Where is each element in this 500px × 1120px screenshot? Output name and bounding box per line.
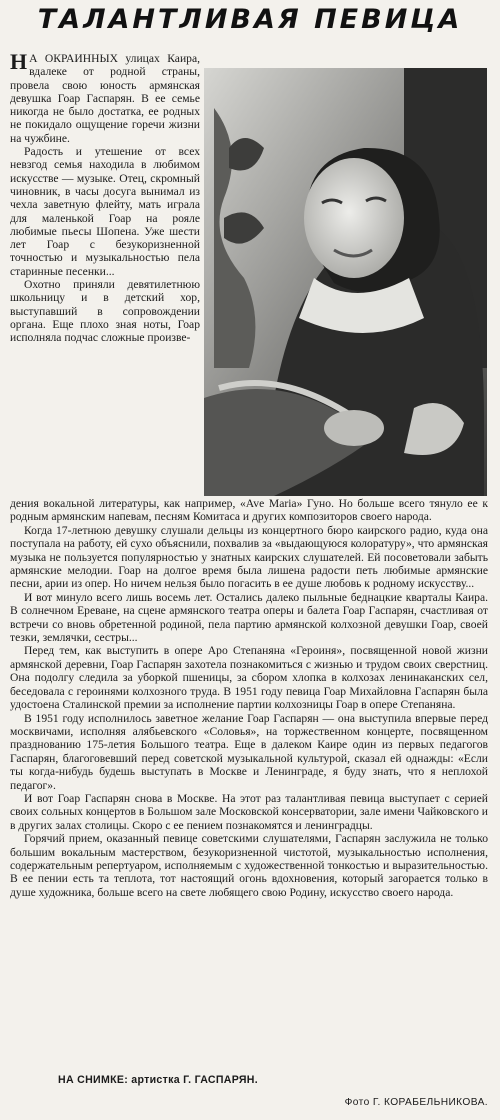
paragraph-2: Радость и утешение от всех невзгод семья находила в любимом искусстве — музыке. Отец, скромный чиновник, в часы досуга вынимал из чехла заветную флейту, мать играла для маленькой Гоар на рояле любимые пьесы Шопена. Уже шести лет Гоар с безукоризненной точностью и музыкальностью пела старинные песенки... (10, 145, 200, 278)
paragraph-7: В 1951 году исполнилось заветное желание Гоар Гаспарян — она выступила впервые перед москвичами, исполняя алябьевского «Соловья», на торжественном концерте, посвященном празднованию 175-летия Большого театра. Еще в далеком Каире один из первых педагогов Гаспарян, благоговевший перед советской музыкальной культурой, сказал ей однажды: «Если ты когда-нибудь будешь выступать в Москве и Ленинграде, я буду знать, что я неплохой педагог». (10, 711, 488, 792)
portrait-photo-drawing (204, 68, 487, 496)
full-width-text (10, 497, 488, 899)
paragraph-6: Перед тем, как выступить в опере Аро Степаняна «Героиня», посвященной новой жизни армянской деревни, Гоар Гаспарян захотела познакомиться с жизнью и трудом своих сверстниц. Она подолгу следила за уборкой пшеницы, за сбором хлопка в колхозах ленинаканских сел, беседовала с героинями колхозного труда. В 1951 году певица Гоар Михайловна Гаспарян была удостоена Сталинской премии за исполнение партии колхозницы Гоар в опере Степаняна. (10, 644, 488, 712)
headline: ТАЛАНТЛИВАЯ ПЕВИЦА (37, 4, 463, 35)
paragraph-3: Охотно приняли девятилетнюю школьницу и в детский хор, выступавший в сопровождении органа. Еще плохо зная ноты, Гоар исполняла подчас сложные произве- (10, 278, 200, 345)
left-column (10, 49, 200, 345)
paragraph-8: И вот Гоар Гаспарян снова в Москве. На этот раз талантливая певица выступает с серией своих сольных концертов в Большом зале Московской консерватории, зале имени Чайковского и в других залах столицы. Скоро с ее пением познакомятся и ленинградцы. (10, 791, 488, 832)
portrait-photo (204, 68, 487, 496)
photo-caption: НА СНИМКЕ: артистка Г. ГАСПАРЯН. (58, 1074, 258, 1086)
paragraph-4: Когда 17-летнюю девушку слушали дельцы из концертного бюро каирского радио, куда она поступала на работу, ей сухо объяснили, похвалив за «выдающуюся колоратуру», что армянская музыка не пользуется популярностью у знатных каирских слушателей. Ей посоветовали забыть армянские мелодии. Гоар на долгое время была лишена радости петь любимые армянские песни, арии из опер. Но ничем нельзя было погасить в ее душе любовь к родному искусству... (10, 523, 488, 591)
paragraph-1-text: А ОКРАИННЫХ улицах Каира, вдалеке от родной страны, провела свою юность армянская девушка Гоар Гаспарян. В ее семье никогда не было достатка, ее родных не покидало ощущение горечи жизни на чужбине. (10, 52, 200, 145)
paragraph-9: Горячий прием, оказанный певице советскими слушателями, Гаспарян заслужила не только большим вокальным мастерством, безукоризненной чистотой, музыкальностью исполнения, содержательным репертуаром, исполняемым с художественной тонкостью и выразительностью. В ее пении есть та теплота, тот настоящий огонь вдохновения, который загорается только в душе художника, больше всего на свете любящего свою Родину, искусство своего народа. (10, 832, 488, 899)
paragraph-1 (10, 49, 200, 145)
photo-credit: Фото Г. КОРАБЕЛЬНИКОВА. (344, 1097, 488, 1108)
paragraph-5: И вот минуло всего лишь восемь лет. Остались далеко пыльные беднацкие кварталы Каира. В солнечном Ереване, на сцене армянского театра оперы и балета Гоар Гаспарян, счастливая от встречи со вновь обретенной родиной, пела партию армянской колхозной девушки Гоар, своей тезки, землячки, сестры... (10, 590, 488, 645)
paragraph-3-continuation: дения вокальной литературы, как например, «Ave Maria» Гуно. Но больше всего тянуло ее к родным армянским напевам, песням Комитаса и других композиторов своего народа. (10, 497, 488, 524)
drop-cap: Н (10, 49, 28, 74)
